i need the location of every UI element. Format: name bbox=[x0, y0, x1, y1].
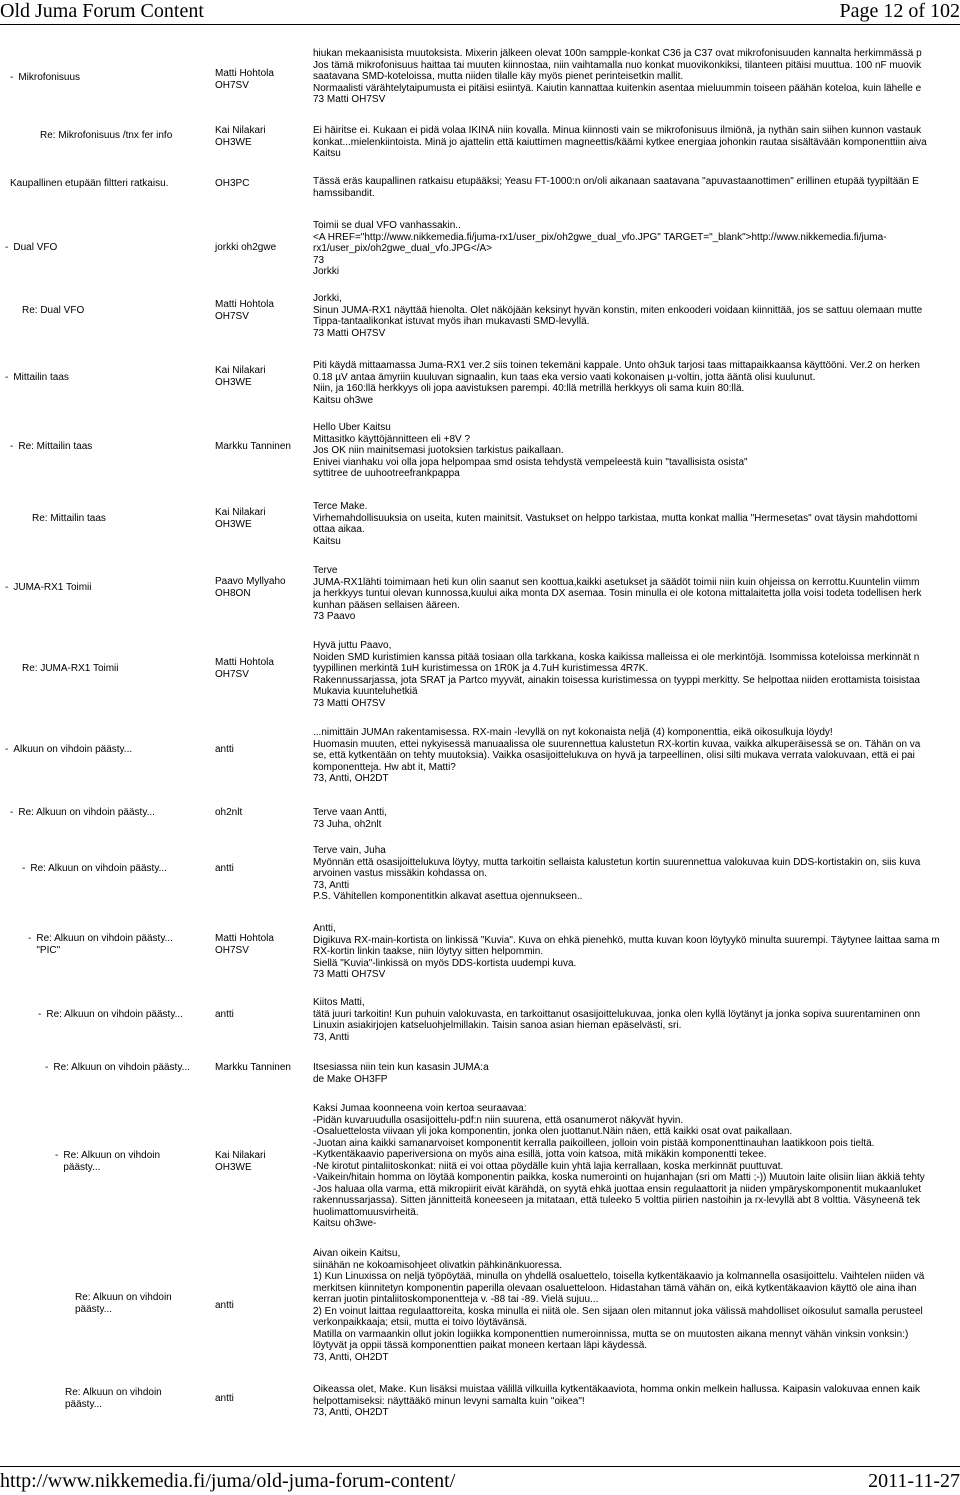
post-subject[interactable] bbox=[22, 663, 119, 675]
post-body-line: Terce Make. bbox=[313, 501, 368, 512]
post-subject-line: Re: Alkuun on vihdoin bbox=[65, 1387, 162, 1398]
post-body bbox=[313, 176, 960, 199]
post-body-line: komponentteja. Hw abt it, Matti? bbox=[313, 761, 456, 773]
post-author-line: Matti Hohtola bbox=[215, 933, 274, 944]
post-author-line: Paavo Myllyaho bbox=[215, 576, 286, 587]
post-author bbox=[215, 242, 305, 254]
post-subject-line: Re: Mittailin taas bbox=[18, 441, 93, 452]
post-subject[interactable] bbox=[5, 242, 57, 254]
post-body-line: Kaksi Jumaa koonneena voin kertoa seuraavaa: bbox=[313, 1103, 527, 1114]
post-body-line: 73, Antti, OH2DT bbox=[313, 1407, 389, 1418]
post-body-line: 73, Antti, OH2DT bbox=[313, 1351, 389, 1363]
post-subject[interactable] bbox=[10, 72, 80, 84]
thread-indent-dash: - bbox=[55, 1150, 59, 1161]
post-subject-text bbox=[18, 72, 80, 84]
post-body-line: tätä juuri tarkoitin! Kun puhuin valokuvasta, en tarkoittanut osasijoittelukuvaa, jonka olen kyllä löytänyt ja jonka sopiva suurentaminen onn bbox=[313, 1008, 921, 1020]
post-subject[interactable] bbox=[10, 441, 92, 453]
post-body-line: P.S. Vähitellen komponentitkin alkavat asettua ojennukseen.. bbox=[313, 891, 583, 902]
post-body-line: de Make OH3FP bbox=[313, 1073, 388, 1085]
post-body-line: rakennussarjassa). Sitten jännitteitä koneeseen ja mitataan, että tuleeko 5 volttia piirien nastoihin ja rx-levyllä abt 8 volttia. Väsyneenä tek bbox=[313, 1195, 921, 1206]
post-author-line: OH3WE bbox=[215, 519, 252, 530]
post-body-line: siinähän ne kokoamisohjeet olivatkin pähkinänkuoressa. bbox=[313, 1259, 563, 1271]
post-author bbox=[215, 807, 305, 819]
post-subject-line: Re: Alkuun on vihdoin päästy... bbox=[18, 807, 155, 818]
post-body-line: Siellä "Kuvia"-linkissä on myös DDS-kortista uudempi kuva. bbox=[313, 957, 577, 969]
post-author bbox=[215, 365, 305, 389]
post-subject-line: JUMA-RX1 Toimii bbox=[13, 582, 92, 593]
post-author-line: OH3WE bbox=[215, 137, 252, 148]
post-subject-line: Re: Alkuun on vihdoin bbox=[63, 1150, 161, 1161]
post-body-line: Jorkki bbox=[313, 266, 340, 277]
post-body bbox=[313, 293, 960, 339]
post-subject[interactable] bbox=[65, 1387, 162, 1411]
post-subject-line: Re: Mittailin taas bbox=[32, 513, 106, 524]
post-subject-text bbox=[22, 663, 119, 675]
post-subject[interactable] bbox=[5, 582, 92, 594]
post-subject[interactable] bbox=[22, 305, 84, 317]
post-body-line: Enivei vianhaku voi olla jopa helpompaa smd osista tehdystä vempeleestä kuin "tavallisista osista" bbox=[313, 456, 748, 468]
post-subject-text bbox=[36, 933, 173, 957]
post-subject-line: Re: Alkuun on vihdoin päästy... bbox=[36, 933, 173, 944]
post-body-line: -Kytkentäkaavio paperiversiona on myös aina esillä, jotta voin katsoa, mitä mikäkin komponentti tekee. bbox=[313, 1149, 767, 1160]
post-body-line: Hyvä juttu Paavo, bbox=[313, 640, 392, 651]
post-body-line: Jos tämä mikrofonisuus haittaa tai muuten kiinnostaa, niin vaihtamalla nuo konkat muovikonkiksi, tilanteen pitäisi muuttua. 100 nF muovik bbox=[313, 59, 922, 71]
post-subject-line: Mittailin taas bbox=[13, 372, 69, 383]
post-body-line: Kiitos Matti, bbox=[313, 997, 365, 1008]
thread-indent-dash: - bbox=[10, 807, 14, 818]
post-body-line: Terve vain, Juha bbox=[313, 845, 386, 856]
post-subject-text bbox=[10, 178, 168, 190]
thread-indent-dash: - bbox=[5, 582, 9, 593]
thread-indent-dash: - bbox=[5, 744, 9, 755]
post-body-line: helpottamiseksi: näyttääkö minun levyni samalta kuin "oikea"! bbox=[313, 1395, 585, 1407]
post-subject-text bbox=[13, 582, 91, 594]
post-body-line: verkonpaikkaaja; etsii, mutta ei toivo löytävänsä. bbox=[313, 1317, 527, 1328]
post-subject-line: Re: JUMA-RX1 Toimii bbox=[22, 663, 119, 674]
post-subject-text bbox=[18, 807, 155, 819]
post-subject[interactable] bbox=[75, 1292, 172, 1316]
post-author-line: Matti Hohtola bbox=[215, 299, 274, 310]
post-body bbox=[313, 727, 960, 785]
post-author bbox=[215, 1062, 305, 1074]
post-subject[interactable] bbox=[5, 744, 132, 756]
post-body-line: arvoinen vastus missäkin kohdassa on. bbox=[313, 868, 487, 879]
post-body-line: Huomasin muuten, ettei nykyisessä manuaalissa ole suurennettua kalustetun RX-kortin kuvaa, vaikka alkuperäisessä se on. Tähän on va bbox=[313, 738, 921, 750]
post-body-line: 73 Juha, oh2nlt bbox=[313, 818, 382, 830]
post-body-line: kunhan pääsen sellaisen ääreen. bbox=[313, 599, 460, 611]
post-body-line: Niin, ja 160:llä herkkyys oli jopa aavistuksen parempi. 40:llä metrillä herkkyys oli sama kuin 80:llä. bbox=[313, 383, 745, 394]
post-subject-text bbox=[46, 1009, 183, 1021]
post-subject-line: päästy... bbox=[75, 1304, 113, 1315]
post-subject[interactable] bbox=[45, 1062, 190, 1074]
post-subject-line: Re: Mikrofonisuus /tnx fer info bbox=[40, 130, 173, 141]
post-body bbox=[313, 1062, 960, 1085]
post-author-line: antti bbox=[215, 1009, 234, 1020]
post-body-line: Digikuva RX-main-kortista on linkissä "Kuvia". Kuva on ehkä pienehkö, mutta kuvan koon löytyykö minulta suurempi. Täytynee laittaa sama m bbox=[313, 934, 940, 946]
post-author-line: oh2nlt bbox=[215, 807, 243, 818]
post-author-line: Kai Nilakari bbox=[215, 507, 266, 518]
post-subject[interactable] bbox=[5, 372, 69, 384]
post-subject-text bbox=[22, 305, 84, 317]
thread-indent-dash: - bbox=[5, 242, 9, 253]
post-subject-line: päästy... bbox=[65, 1399, 103, 1410]
post-author-line: antti bbox=[215, 744, 234, 755]
post-body-line: 2) En voinut laittaa regulaattoreita, koska minulla ei niitä ole. Sen sijaan olen mitannut joka välissä mahdolliset oikosulut samalla perusteel bbox=[313, 1305, 923, 1317]
post-subject-line: päästy... bbox=[63, 1162, 101, 1173]
post-body-line: huolimattomuusvirheitä. bbox=[313, 1206, 419, 1218]
post-author bbox=[215, 863, 305, 875]
post-subject-line: Re: Alkuun on vihdoin bbox=[75, 1292, 172, 1303]
post-body bbox=[313, 360, 960, 406]
post-subject-text bbox=[63, 1150, 160, 1174]
post-subject-line: Kaupallinen etupään filtteri ratkaisu. bbox=[10, 178, 169, 189]
post-body-line: Jorkki, bbox=[313, 293, 342, 304]
post-body bbox=[313, 997, 960, 1043]
post-body-line: 73 Paavo bbox=[313, 611, 356, 622]
post-body-line: hamssibandit. bbox=[313, 187, 375, 199]
post-author-line: OH8ON bbox=[215, 588, 251, 599]
post-author bbox=[215, 1150, 305, 1174]
post-author bbox=[215, 68, 305, 92]
post-author-line: Matti Hohtola bbox=[215, 657, 274, 668]
post-body-line: Piti käydä mittaamassa Juma-RX1 ver.2 siis toinen tekemäni kappale. Unto oh3uk tarjosi taas mittapaikkaansa käyttööni. Ver.2 on herken bbox=[313, 360, 920, 371]
post-body-line: Oikeassa olet, Make. Kun lisäksi muistaa välillä vilkuilla kytkentäkaaviota, homma onkin melkein hallussa. Kaipasin valokuvaa ennen kaik bbox=[313, 1384, 920, 1395]
post-body bbox=[313, 1103, 960, 1230]
post-subject-line: Re: Alkuun on vihdoin päästy... bbox=[53, 1062, 190, 1073]
post-body-line: Hello Uber Kaitsu bbox=[313, 422, 391, 433]
post-subject-text bbox=[75, 1292, 172, 1316]
post-author bbox=[215, 1009, 305, 1021]
post-body-line: Noiden SMD kuristimien kanssa pitää tosiaan olla tarkkana, koska kaikissa malleissa ei ole merkintöjä. Isommissa koteloissa merkinnät n bbox=[313, 651, 920, 663]
post-subject-text bbox=[53, 1062, 190, 1074]
page-footer bbox=[0, 1468, 960, 1494]
post-body-line: Mukavia kuunteluhetkiä bbox=[313, 686, 418, 697]
post-subject[interactable] bbox=[28, 933, 173, 957]
post-body bbox=[313, 1248, 960, 1363]
post-body-line: Tippa-tantaalikonkat istuvat myös ihan mukavasti SMD-levyllä. bbox=[313, 316, 590, 327]
post-body-line: 73 Matti OH7SV bbox=[313, 327, 386, 339]
post-subject[interactable] bbox=[38, 1009, 183, 1021]
post-body-line: Toimii se dual VFO vanhassakin.. bbox=[313, 220, 461, 231]
post-body-line: Kaitsu oh3we- bbox=[313, 1218, 377, 1229]
post-body-line: kerran juotin pintaliitoskomponentteja v. -88 tai -89. Vielä sujuu... bbox=[313, 1294, 599, 1305]
post-subject-line: Alkuun on vihdoin päästy... bbox=[13, 744, 133, 755]
post-subject[interactable] bbox=[22, 863, 167, 875]
post-body-line: 73, Antti bbox=[313, 879, 350, 891]
post-author bbox=[215, 178, 305, 190]
post-body-line: Normaalisti värähtelytaipumusta ei pitäisi esiintyä. Kaiutin kannattaa kuitenkin asentaa mieluummin toiseen päähän koteloa, kuin lähelle e bbox=[313, 82, 922, 94]
post-body-line: 73, Antti bbox=[313, 1031, 350, 1043]
post-body-line: <A HREF="http://www.nikkemedia.fi/juma-rx1/user_pix/oh2gwe_dual_vfo.JPG" TARGET="_blank">http://www.nikkemedia.fi/juma- bbox=[313, 231, 887, 243]
post-body bbox=[313, 48, 960, 106]
post-subject-text bbox=[13, 372, 69, 384]
post-body-line: RX-kortin linkin taakse, niin löytyy sitten helpommin. bbox=[313, 946, 544, 957]
post-body-line: Terve vaan Antti, bbox=[313, 807, 387, 818]
post-subject-text bbox=[32, 513, 106, 525]
post-body-line: 1) Kun Linuxissa on neljä työpöytää, minulla on yhdellä osaluettelo, toisella kytkentäkaavio ja kolmannella osasijoittelu. Vaihtelen niiden vä bbox=[313, 1271, 925, 1282]
post-subject-text bbox=[18, 441, 92, 453]
thread-indent-dash: - bbox=[45, 1062, 49, 1073]
post-body-line: 73 Matti OH7SV bbox=[313, 697, 386, 709]
post-body-line: -Vaikein/hitain homma on löytää komponentin paikka, koska numerointi on hujanhajan (sri om Matti ;-)) Muutoin laite olisiin liian äkkiä tehty bbox=[313, 1172, 925, 1183]
post-body-line: Ei häiritse ei. Kukaan ei pidä volaa IKINÄ niin kovalla. Minua kiinnosti vain se mikrofonisuus ilmiönä, ja nythän sain siihen kunnon vastauk bbox=[313, 125, 922, 136]
post-author-line: Kai Nilakari bbox=[215, 365, 266, 376]
post-subject-line: Mikrofonisuus bbox=[18, 72, 81, 83]
post-author-line: OH7SV bbox=[215, 945, 249, 956]
post-subject-line: Re: Dual VFO bbox=[22, 305, 85, 316]
post-author-line: jorkki oh2gwe bbox=[215, 242, 277, 253]
post-subject-line: Dual VFO bbox=[13, 242, 58, 253]
post-body-line: 73 Matti OH7SV bbox=[313, 94, 386, 105]
post-body-line: -Jos haluaa olla varma, että mikropiirit eivät kärähdä, on syytä ehkä juottaa ensin regulaattorit ja niiden ympäryskomponentit mukaanluket bbox=[313, 1183, 922, 1195]
thread-indent-dash: - bbox=[10, 441, 14, 452]
post-body-line: tyypillinen merkintä 1uH kuristimessa on 1R0K ja 4.7uH kuristimessa 4R7K. bbox=[313, 663, 649, 674]
post-body bbox=[313, 422, 960, 480]
post-body-line: Rakennussarjassa, jota SRAT ja Partco myyvät, ainakin toisessa kuristimessa on tyyppi merkitty. Se helpottaa niiden erottamista toisistaa bbox=[313, 674, 920, 686]
thread-indent-dash: - bbox=[38, 1009, 42, 1020]
post-body-line: merkitsen kiinnitetyn komponentin paperilla olevaan osaluetteloon. Hidastahan tämä vähän on, eikä kytkentäkaavion käyttö ole aina ihan bbox=[313, 1282, 917, 1294]
post-body-line: Aivan oikein Kaitsu, bbox=[313, 1248, 401, 1259]
page-header bbox=[0, 0, 960, 26]
post-subject[interactable] bbox=[40, 130, 172, 142]
post-author-line: antti bbox=[215, 1393, 234, 1404]
post-body-line: Sinun JUMA-RX1 näyttää hienolta. Olet näköjään keksinyt hyvän konstin, miten enkooderi voidaan kiinnittää, jos se sattuu olemaan mutte bbox=[313, 304, 923, 316]
thread-indent-dash: - bbox=[5, 372, 9, 383]
post-body-line: -Juotan aina kaikki samanarvoiset komponentit kerralla paikoilleen, jolloin voin pistää komponenttinauhan laatikkoon pois tieltä. bbox=[313, 1137, 875, 1149]
post-body-line: -Ne kirotut pintaliitoskonkat: niitä ei voi ottaa pöydälle kuin yhtä lajia kerrallaan, koska merkinnät puuttuvat. bbox=[313, 1160, 784, 1172]
post-body-line: se, että kytkentään on tehty muutoksia). Vaikka osasijoittelukuva on hyvä ja tarpeellinen, olisi silti mukava verrata valokuvaan, että ei pai bbox=[313, 750, 915, 761]
post-body bbox=[313, 125, 960, 160]
post-body-line: ...nimittäin JUMAn rakentamisessa. RX-main -levyllä on nyt kokonaista neljä (4) komponenttia, eikä oikosulkuja löydy! bbox=[313, 727, 833, 738]
post-body-line: ottaa aikaa. bbox=[313, 524, 365, 535]
post-body bbox=[313, 501, 960, 547]
post-author bbox=[215, 507, 305, 531]
post-body bbox=[313, 923, 960, 981]
post-author-line: antti bbox=[215, 1300, 234, 1311]
post-author bbox=[215, 299, 305, 323]
post-body-line: ja herkkyys tuntui olevan kunnossa,kuului aika monta DX asemaa. Tosin minulla ei ole kotona mittalaitetta jolla voisi todeta todellisen herk bbox=[313, 588, 922, 599]
post-subject-text bbox=[13, 744, 132, 756]
post-body-line: 0.18 µV antaa ämyriin kuuluvan signaalin, kun taas eka versio vaati kokonaisen µ-voltin, jotta ääntä olisi kuulunut. bbox=[313, 371, 816, 383]
post-body bbox=[313, 640, 960, 709]
post-body bbox=[313, 1384, 960, 1419]
post-author-line: Kai Nilakari bbox=[215, 125, 266, 136]
post-author bbox=[215, 441, 305, 453]
post-author-line: Markku Tanninen bbox=[215, 1062, 291, 1073]
post-body-line: Myönnän että osasijoittelukuva löytyy, mutta tarkoitin sellaista kalustetun kortin suurennettua valokuvaa kuin DDS-kortistakin on, siis kuva bbox=[313, 856, 921, 868]
post-author-line: Kai Nilakari bbox=[215, 1150, 266, 1161]
post-body-line: Kaitsu bbox=[313, 535, 341, 547]
post-author bbox=[215, 1300, 305, 1312]
post-body-line: Itsesiassa niin tein kun kasasin JUMA:a bbox=[313, 1062, 489, 1073]
post-body-line: Jos OK niin mainitsemasi juotoksien tarkistus paikallaan. bbox=[313, 445, 564, 456]
post-body-line: 73 bbox=[313, 254, 325, 266]
post-author-line: OH3WE bbox=[215, 1162, 252, 1173]
post-body-line: Tässä eräs kaupallinen ratkaisu etupääksi; Yeasu FT-1000:n on/oli aikanaan saatavana "apuvastaanottimen" erillinen etupää tyypiltään E bbox=[313, 176, 919, 187]
header-rule bbox=[0, 24, 960, 25]
post-body-line: Virhemahdollisuuksia on useita, kuten mainitsit. Vastukset on helppo tarkistaa, mutta konkat mallia "Hermesetas" ovat täysin mahdottomi bbox=[313, 512, 918, 524]
post-body-line: Kaitsu oh3we bbox=[313, 394, 374, 406]
post-author-line: antti bbox=[215, 863, 234, 874]
post-author bbox=[215, 1393, 305, 1405]
post-author-line: Markku Tanninen bbox=[215, 441, 291, 452]
post-author bbox=[215, 576, 305, 600]
footer-date: 2011-11-27 bbox=[868, 1470, 960, 1492]
post-author-line: OH7SV bbox=[215, 669, 249, 680]
post-body-line: -Osaluettelosta viivaan yli joka komponentin, jonka olen juottanut.Näin näen, että kaikki osat ovat paikallaan. bbox=[313, 1126, 793, 1137]
post-subject-line: "PIC" bbox=[36, 945, 61, 956]
post-subject[interactable] bbox=[10, 178, 168, 190]
post-subject-line: Re: Alkuun on vihdoin päästy... bbox=[46, 1009, 183, 1020]
document-title: Old Juma Forum Content bbox=[0, 0, 204, 22]
post-body-line: 73, Antti, OH2DT bbox=[313, 773, 389, 784]
post-subject[interactable] bbox=[55, 1150, 160, 1174]
post-body-line: Kaitsu bbox=[313, 148, 341, 159]
page-number: Page 12 of 102 bbox=[839, 0, 960, 22]
post-body-line: Terve bbox=[313, 565, 338, 576]
post-body bbox=[313, 220, 960, 278]
post-body bbox=[313, 807, 960, 830]
post-author bbox=[215, 125, 305, 149]
thread-indent-dash: - bbox=[10, 72, 14, 83]
post-body-line: Matilla on varmaankin ollut jokin logiikka komponenttien numeroinnissa, mutta se on muutosten aikana mennyt vähän vinksin vonksin:) bbox=[313, 1328, 909, 1340]
post-body-line: Mittasitko käyttöjännitteen eli +8V ? bbox=[313, 433, 471, 445]
post-subject-text bbox=[65, 1387, 162, 1411]
post-subject-text bbox=[30, 863, 167, 875]
post-author bbox=[215, 744, 305, 756]
footer-url[interactable]: http://www.nikkemedia.fi/juma/old-juma-forum-content/ bbox=[0, 1470, 456, 1492]
post-subject[interactable] bbox=[32, 513, 106, 525]
post-author-line: Matti Hohtola bbox=[215, 68, 274, 79]
post-subject-line: Re: Alkuun on vihdoin päästy... bbox=[30, 863, 167, 874]
post-author-line: OH7SV bbox=[215, 311, 249, 322]
post-body-line: Antti, bbox=[313, 923, 336, 934]
post-body-line: JUMA-RX1lähti toimimaan heti kun olin saanut sen koottua,kaikki asetukset ja säädöt toimii niin kuin ohjeissa on kerrottu.Kuuntelin viimm bbox=[313, 576, 920, 588]
post-body-line: 73 Matti OH7SV bbox=[313, 969, 386, 980]
post-body-line: Linuxin asiakirjojen katseluohjelmillakin. Taisin sanoa asian hieman epäselvästi, sri. bbox=[313, 1020, 682, 1031]
post-body bbox=[313, 565, 960, 623]
post-body-line: saatavana SMD-koteloissa, mutta niiden tilalle käy myös pienet perinteisetkin mallit. bbox=[313, 71, 684, 82]
post-subject-text bbox=[40, 130, 172, 142]
thread-indent-dash: - bbox=[22, 863, 26, 874]
post-body-line: löytyvät ja oppii tässä komponenttien paikat moneen kertaan läpi käydessä. bbox=[313, 1340, 648, 1351]
thread-indent-dash: - bbox=[28, 933, 32, 944]
post-body-line: -Pidän kuvaruudulla osasijoittelu-pdf:n niin suurena, että osanumerot näkyvät hyvin. bbox=[313, 1114, 684, 1126]
post-author bbox=[215, 657, 305, 681]
post-body-line: hiukan mekaanisista muutoksista. Mixerin jälkeen olevat 100n sampple-konkat C36 ja C37 ovat mikrofonisuuden kannalta herkimmässä p bbox=[313, 48, 922, 59]
post-author-line: OH7SV bbox=[215, 80, 249, 91]
post-subject-text bbox=[13, 242, 57, 254]
post-author bbox=[215, 933, 305, 957]
post-body-line: syttitree de uuhootreefrankpappa bbox=[313, 468, 460, 479]
footer-rule bbox=[0, 1466, 960, 1467]
post-body-line: rx1/user_pix/oh2gwe_dual_vfo.JPG</A> bbox=[313, 243, 492, 254]
post-author-line: OH3WE bbox=[215, 377, 252, 388]
post-body-line: konkat...mielenkiintoista. Minä jo ajattelin että kaiuttimen magneettis/käämi kytkee energiaa johonkin rautaa sisältävään komponenttiin aiva bbox=[313, 136, 927, 148]
post-body bbox=[313, 845, 960, 903]
post-subject[interactable] bbox=[10, 807, 155, 819]
post-author-line: OH3PC bbox=[215, 178, 250, 189]
